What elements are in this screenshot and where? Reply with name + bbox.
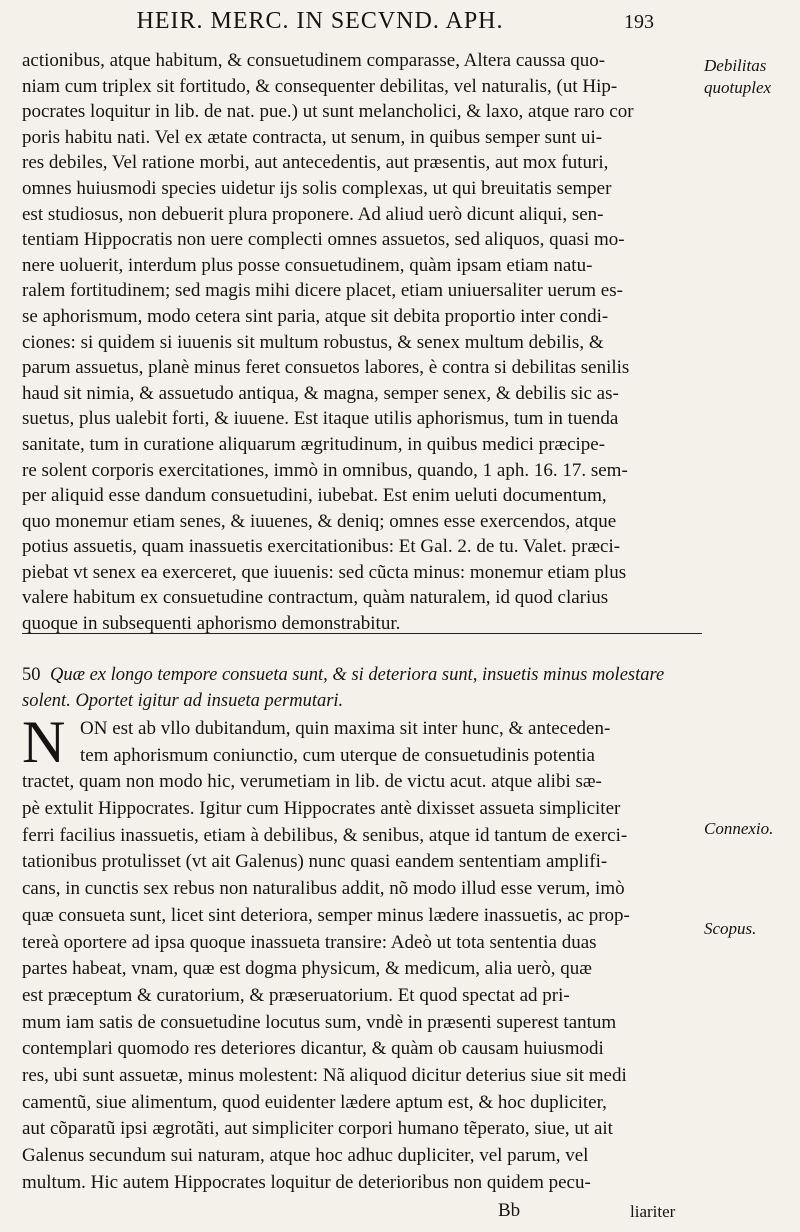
catchword: liariter xyxy=(630,1202,676,1221)
text-line: niam cum triplex sit fortitudo, & consequenter debilitas, vel naturalis, (ut Hip- xyxy=(22,75,618,97)
aphorism-50 xyxy=(22,662,682,714)
text-line: partes habeat, vnam, quæ est dogma physicum, & medicum, alia uerò, quæ xyxy=(22,958,592,980)
text-line: valere habitum ex consuetudine contractum, quàm naturalem, id quod clarius xyxy=(22,587,609,609)
section-divider xyxy=(22,633,702,634)
text-line: nere uoluerit, interdum plus posse consuetudinem, quàm ipsam etiam natu- xyxy=(22,254,593,276)
text-line: res debiles, Vel ratione morbi, aut antecedentis, aut præsentis, aut mox futuri, xyxy=(22,152,609,174)
commentary-section-1 xyxy=(22,48,682,637)
running-head: HEIR. MERC. IN SECVND. APH. xyxy=(136,8,504,34)
page-number: 193 xyxy=(624,11,654,33)
aphorism-line xyxy=(22,662,682,688)
text-line: re solent corporis exercitationes, immò in omnibus, quando, 1 aph. 16. 17. sem- xyxy=(22,459,628,481)
text-line: Galenus secundum sui naturam, atque hoc adhuc dupliciter, vel parum, vel xyxy=(22,1145,589,1166)
text-line: tem aphorismum coniunctio, cum uterque de consuetudinis potentia xyxy=(80,744,595,766)
text-line: poris habitu nati. Vel ex ætate contracta, ut senum, in quibus semper sunt ui- xyxy=(22,126,603,148)
text-line: per aliquid esse dandum consuetudini, iubebat. Est enim ueluti documentum, xyxy=(22,485,607,507)
text-line: mum iam satis de consuetudine locutus sum, vndè in præsenti superest tantum xyxy=(22,1011,617,1033)
text-line: ciones: si quidem si iuuenis sit multum robustus, & senex multum debilis, & xyxy=(22,331,604,353)
text-line: ON est ab vllo dubitandum, quin maxima sit inter hunc, & anteceden- xyxy=(80,718,611,739)
text-line: omnes huiusmodi species uidetur ijs solis complexas, ut qui breuitatis semper xyxy=(22,177,612,199)
text-line: pè extulit Hippocrates. Igitur cum Hippocrates antè dixisset assueta simpliciter xyxy=(22,798,621,820)
aphorism-number: 50 xyxy=(22,665,41,685)
text-line: est studiosus, non debuerit plura proponere. Ad aliud uerò dicunt aliqui, sen- xyxy=(22,203,604,225)
text-line: ralem fortitudinem; sed magis mihi dicere placet, etiam uniuersaliter uerum es- xyxy=(22,280,623,302)
text-line: tationibus protulisset (vt ait Galenus) nunc quasi eandem sententiam amplifi- xyxy=(22,851,608,873)
text-line: camentũ, siue alimentum, quod euidenter lædere aptum est, & hoc dupliciter, xyxy=(22,1091,607,1113)
text-line: tractet, quam non modo hic, verumetiam in lib. de victu acut. atque alibi sæ- xyxy=(22,771,602,793)
text-line: aut cõparatũ ipsi ægrotãti, aut simpliciter corpori humano tẽperato, siue, ut ait xyxy=(22,1118,613,1140)
text-line: res, ubi sunt assuetæ, minus molestent: Nã aliquod dicitur deterius siue sit medi xyxy=(22,1064,627,1086)
text-line: parum assuetus, planè minus feret consuetos labores, è contra si debilitas senilis xyxy=(22,357,630,379)
text-line: haud sit nimia, & assuetudo antiqua, & magna, semper senex, & debilis sic as- xyxy=(22,382,619,404)
text-line: actionibus, atque habitum, & consuetudinem comparasse, Altera caussa quo- xyxy=(22,50,606,71)
text-line: pocrates loquitur in lib. de nat. pue.) ut sunt melancholici, & laxo, atque raro cor xyxy=(22,101,634,123)
commentary-section-2 xyxy=(22,716,682,1196)
margin-note-connexio: Connexio. xyxy=(704,819,774,838)
text-line: tentiam Hippocratis non uere complecti omnes assuetos, sed aliquos, quasi mo- xyxy=(22,229,625,251)
text-line: se aphorismum, modo cetera sint paria, atque sit debita proportio inter condi- xyxy=(22,305,609,327)
text-line: contemplari quomodo res deteriores dicantur, & quàm ob causam huiusmodi xyxy=(22,1038,604,1060)
text-line: sanitate, tum in curatione aliquarum ægritudinum, in quibus medici præcipe- xyxy=(22,433,606,455)
text-line: quo monemur etiam senes, & iuuenes, & deniq; omnes esse exercendos, atque xyxy=(22,510,617,532)
text-line: tereà oportere ad ipsa quoque inassueta transire: Adeò ut tota sententia duas xyxy=(22,931,597,953)
text-line: suetus, plus ualebit forti, & iuuene. Est itaque utilis aphorismus, tum in tuenda xyxy=(22,408,619,430)
text-line: potius assuetis, quam inassuetis exercitationibus: Et Gal. 2. de tu. Valet. præci- xyxy=(22,536,621,558)
margin-note-scopus: Scopus. xyxy=(704,919,757,938)
text-line: quoque in subsequenti aphorismo demonstrabitur. xyxy=(22,613,401,635)
page-header xyxy=(40,8,680,48)
text-line: cans, in cunctis sex rebus non naturalibus addit, nõ modo illud esse verum, imò xyxy=(22,878,625,900)
text-line: multum. Hic autem Hippocrates loquitur de deterioribus non quidem pecu- xyxy=(22,1171,591,1193)
page-footer xyxy=(22,1200,682,1226)
aphorism-text: Quæ ex longo tempore consueta sunt, & si deteriora sunt, insuetis minus molestare xyxy=(50,665,665,685)
margin-note-debilitas: Debilitas quotuplex xyxy=(704,56,772,97)
text-line: est præceptum & curatorium, & præseruatorium. Et quod spectat ad pri- xyxy=(22,984,570,1006)
text-line: quæ consueta sunt, licet sint deteriora, semper minus lædere inassuetis, ac prop- xyxy=(22,904,630,926)
signature-mark: Bb xyxy=(498,1200,521,1221)
aphorism-line: solent. Oportet igitur ad insueta permutari. xyxy=(22,691,344,711)
drop-cap: N xyxy=(22,709,66,775)
text-line: ferri facilius inassuetis, etiam à debilibus, & senibus, atque id tantum de exerci- xyxy=(22,824,628,846)
text-line: piebat vt senex ea exerceret, que iuuenis: sed cũcta minus: monemur etiam plus xyxy=(22,561,627,583)
